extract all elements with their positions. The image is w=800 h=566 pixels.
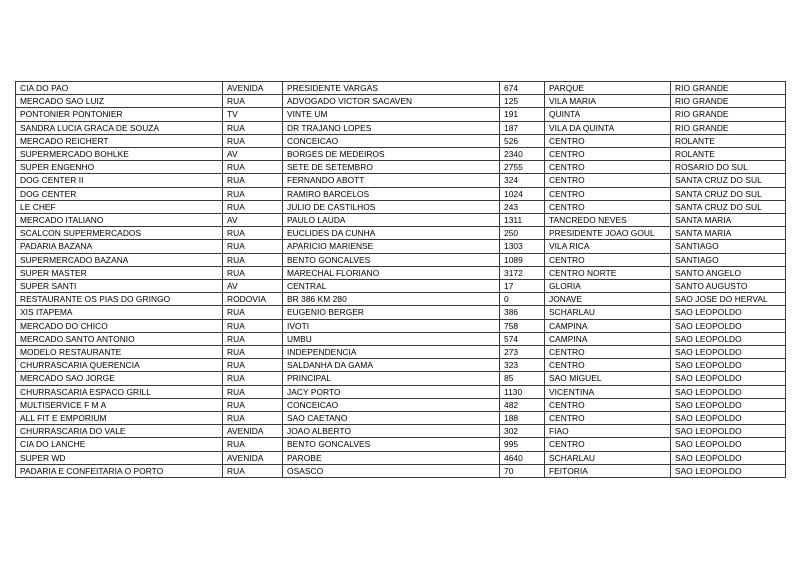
cell-business-name: MERCADO REICHERT [16,134,223,147]
cell-street-type: RUA [223,187,283,200]
cell-city: ROLANTE [671,134,786,147]
cell-number: 323 [500,359,545,372]
cell-district: CENTRO [545,200,671,213]
cell-city: RIO GRANDE [671,108,786,121]
cell-city: SANTA CRUZ DO SUL [671,200,786,213]
cell-street-name: VINTE UM [283,108,500,121]
cell-city: SANTO AUGUSTO [671,280,786,293]
table-row [16,121,786,134]
cell-number: 482 [500,398,545,411]
cell-business-name: MODELO RESTAURANTE [16,346,223,359]
cell-street-name: EUCLIDES DA CUNHA [283,227,500,240]
cell-street-type: RUA [223,306,283,319]
cell-street-name: APARICIO MARIENSE [283,240,500,253]
cell-district: CAMPINA [545,332,671,345]
cell-district: CENTRO [545,253,671,266]
cell-business-name: SUPER MASTER [16,266,223,279]
cell-street-type: RUA [223,161,283,174]
cell-street-type: AV [223,280,283,293]
cell-city: SAO JOSE DO HERVAL [671,293,786,306]
cell-number: 2755 [500,161,545,174]
cell-business-name: CIA DO LANCHE [16,438,223,451]
cell-business-name: CIA DO PAO [16,82,223,95]
table-row [16,451,786,464]
cell-city: SANTA CRUZ DO SUL [671,187,786,200]
table-row [16,134,786,147]
cell-street-name: CONCEICAO [283,134,500,147]
cell-number: 85 [500,372,545,385]
cell-number: 758 [500,319,545,332]
cell-street-name: EUGENIO BERGER [283,306,500,319]
cell-street-type: RUA [223,121,283,134]
cell-street-type: RUA [223,134,283,147]
establishment-table [15,81,786,478]
cell-city: SANTIAGO [671,253,786,266]
cell-city: SAO LEOPOLDO [671,319,786,332]
cell-city: SAO LEOPOLDO [671,359,786,372]
cell-street-name: IVOTI [283,319,500,332]
table-row [16,200,786,213]
cell-city: SANTIAGO [671,240,786,253]
table-row [16,108,786,121]
table-row [16,280,786,293]
cell-district: PARQUE [545,82,671,95]
cell-street-name: JACY PORTO [283,385,500,398]
cell-street-type: RUA [223,372,283,385]
cell-street-name: OSASCO [283,464,500,477]
cell-business-name: XIS ITAPEMA [16,306,223,319]
cell-business-name: MULTISERVICE F M A [16,398,223,411]
cell-business-name: PADARIA BAZANA [16,240,223,253]
table-row [16,266,786,279]
cell-district: CENTRO NORTE [545,266,671,279]
cell-district: CENTRO [545,412,671,425]
cell-business-name: CHURRASCARIA ESPACO GRILL [16,385,223,398]
cell-city: SAO LEOPOLDO [671,451,786,464]
cell-business-name: ALL FIT E EMPORIUM [16,412,223,425]
cell-number: 1089 [500,253,545,266]
table-row [16,187,786,200]
cell-district: CENTRO [545,148,671,161]
cell-street-name: SETE DE SETEMBRO [283,161,500,174]
cell-district: VILA DA QUINTA [545,121,671,134]
cell-business-name: CHURRASCARIA DO VALE [16,425,223,438]
cell-district: JONAVE [545,293,671,306]
table-row [16,240,786,253]
cell-number: 70 [500,464,545,477]
cell-number: 187 [500,121,545,134]
cell-street-type: RUA [223,332,283,345]
cell-street-type: RUA [223,95,283,108]
table-row [16,464,786,477]
table-row [16,253,786,266]
cell-number: 674 [500,82,545,95]
cell-business-name: MERCADO ITALIANO [16,214,223,227]
cell-street-type: RUA [223,385,283,398]
cell-number: 188 [500,412,545,425]
cell-city: SAO LEOPOLDO [671,438,786,451]
cell-district: SCHARLAU [545,451,671,464]
cell-street-name: PAROBE [283,451,500,464]
cell-street-name: PRESIDENTE VARGAS [283,82,500,95]
cell-district: SAO MIGUEL [545,372,671,385]
cell-street-type: AV [223,148,283,161]
cell-street-type: RUA [223,253,283,266]
cell-street-name: JULIO DE CASTILHOS [283,200,500,213]
cell-number: 574 [500,332,545,345]
cell-city: SAO LEOPOLDO [671,332,786,345]
cell-city: SAO LEOPOLDO [671,398,786,411]
cell-district: CENTRO [545,438,671,451]
cell-street-type: RUA [223,346,283,359]
cell-business-name: SUPER WD [16,451,223,464]
cell-city: SAO LEOPOLDO [671,385,786,398]
cell-street-name: SALDANHA DA GAMA [283,359,500,372]
cell-number: 1130 [500,385,545,398]
cell-number: 17 [500,280,545,293]
cell-street-type: RUA [223,174,283,187]
cell-district: TANCREDO NEVES [545,214,671,227]
cell-district: CENTRO [545,346,671,359]
cell-city: ROLANTE [671,148,786,161]
cell-city: RIO GRANDE [671,82,786,95]
cell-street-type: AV [223,214,283,227]
cell-district: CENTRO [545,187,671,200]
cell-number: 125 [500,95,545,108]
cell-street-type: RUA [223,359,283,372]
table-body [16,82,786,478]
cell-business-name: DOG CENTER II [16,174,223,187]
table-row [16,398,786,411]
table-row [16,412,786,425]
cell-business-name: RESTAURANTE OS PIAS DO GRINGO [16,293,223,306]
cell-street-name: BR 386 KM 280 [283,293,500,306]
cell-city: ROSARIO DO SUL [671,161,786,174]
cell-business-name: MERCADO SANTO ANTONIO [16,332,223,345]
cell-street-type: RUA [223,464,283,477]
table-row [16,438,786,451]
cell-street-type: RUA [223,240,283,253]
cell-city: SANTA MARIA [671,214,786,227]
cell-district: VILA MARIA [545,95,671,108]
cell-street-name: SAO CAETANO [283,412,500,425]
cell-number: 386 [500,306,545,319]
cell-number: 2340 [500,148,545,161]
table-row [16,425,786,438]
cell-city: SAO LEOPOLDO [671,412,786,425]
cell-street-name: CENTRAL [283,280,500,293]
table-row [16,148,786,161]
cell-city: RIO GRANDE [671,95,786,108]
cell-street-name: DR TRAJANO LOPES [283,121,500,134]
cell-street-name: CONCEICAO [283,398,500,411]
cell-district: CENTRO [545,398,671,411]
cell-district: FEITORIA [545,464,671,477]
cell-number: 1303 [500,240,545,253]
cell-business-name: LE CHEF [16,200,223,213]
cell-number: 324 [500,174,545,187]
cell-business-name: DOG CENTER [16,187,223,200]
cell-district: GLORIA [545,280,671,293]
cell-number: 0 [500,293,545,306]
cell-street-name: JOAO ALBERTO [283,425,500,438]
table-row [16,332,786,345]
cell-number: 243 [500,200,545,213]
cell-street-name: PAULO LAUDA [283,214,500,227]
cell-number: 3172 [500,266,545,279]
table-row [16,372,786,385]
cell-city: SAO LEOPOLDO [671,306,786,319]
cell-street-name: MARECHAL FLORIANO [283,266,500,279]
table-row [16,174,786,187]
cell-city: SANTA MARIA [671,227,786,240]
cell-street-type: RUA [223,398,283,411]
cell-street-name: BENTO GONCALVES [283,438,500,451]
cell-business-name: MERCADO SAO LUIZ [16,95,223,108]
cell-business-name: MERCADO SAO JORGE [16,372,223,385]
cell-city: RIO GRANDE [671,121,786,134]
cell-number: 1311 [500,214,545,227]
cell-street-type: AVENIDA [223,82,283,95]
table-row [16,82,786,95]
table-row [16,293,786,306]
cell-district: QUINTA [545,108,671,121]
cell-business-name: SUPER ENGENHO [16,161,223,174]
cell-city: SANTA CRUZ DO SUL [671,174,786,187]
cell-business-name: SUPERMERCADO BAZANA [16,253,223,266]
cell-city: SAO LEOPOLDO [671,464,786,477]
cell-street-type: RUA [223,266,283,279]
cell-city: SAO LEOPOLDO [671,372,786,385]
table-row [16,359,786,372]
cell-number: 4640 [500,451,545,464]
cell-number: 302 [500,425,545,438]
cell-number: 250 [500,227,545,240]
cell-business-name: SCALCON SUPERMERCADOS [16,227,223,240]
cell-district: SCHARLAU [545,306,671,319]
table-row [16,214,786,227]
cell-street-type: RODOVIA [223,293,283,306]
cell-business-name: SUPERMERCADO BOHLKE [16,148,223,161]
cell-street-name: UMBU [283,332,500,345]
cell-business-name: SUPER SANTI [16,280,223,293]
cell-street-type: TV [223,108,283,121]
cell-city: SAO LEOPOLDO [671,346,786,359]
cell-number: 191 [500,108,545,121]
table-row [16,161,786,174]
cell-street-type: RUA [223,200,283,213]
cell-business-name: MERCADO DO CHICO [16,319,223,332]
cell-street-name: FERNANDO ABOTT [283,174,500,187]
cell-district: CENTRO [545,174,671,187]
cell-district: FIAO [545,425,671,438]
cell-street-type: RUA [223,412,283,425]
cell-street-type: RUA [223,438,283,451]
cell-district: VILA RICA [545,240,671,253]
cell-number: 995 [500,438,545,451]
cell-district: CENTRO [545,134,671,147]
cell-district: CAMPINA [545,319,671,332]
cell-city: SANTO ANGELO [671,266,786,279]
cell-street-name: INDEPENDENCIA [283,346,500,359]
table-row [16,95,786,108]
cell-district: CENTRO [545,161,671,174]
cell-street-type: AVENIDA [223,451,283,464]
cell-street-name: BENTO GONCALVES [283,253,500,266]
cell-business-name: SANDRA LUCIA GRACA DE SOUZA [16,121,223,134]
table-row [16,319,786,332]
cell-district: CENTRO [545,359,671,372]
cell-number: 1024 [500,187,545,200]
cell-business-name: PADARIA E CONFEITARIA O PORTO [16,464,223,477]
cell-business-name: CHURRASCARIA QUERENCIA [16,359,223,372]
cell-number: 273 [500,346,545,359]
table-row [16,306,786,319]
cell-street-name: PRINCIPAL [283,372,500,385]
cell-street-type: RUA [223,319,283,332]
table-row [16,385,786,398]
cell-number: 526 [500,134,545,147]
table-row [16,346,786,359]
cell-city: SAO LEOPOLDO [671,425,786,438]
cell-street-name: RAMIRO BARCELOS [283,187,500,200]
cell-street-name: BORGES DE MEDEIROS [283,148,500,161]
cell-street-type: AVENIDA [223,425,283,438]
cell-district: VICENTINA [545,385,671,398]
cell-street-type: RUA [223,227,283,240]
cell-district: PRESIDENTE JOAO GOUL [545,227,671,240]
table-row [16,227,786,240]
cell-street-name: ADVOGADO VICTOR SACAVEN [283,95,500,108]
cell-business-name: PONTONIER PONTONIER [16,108,223,121]
